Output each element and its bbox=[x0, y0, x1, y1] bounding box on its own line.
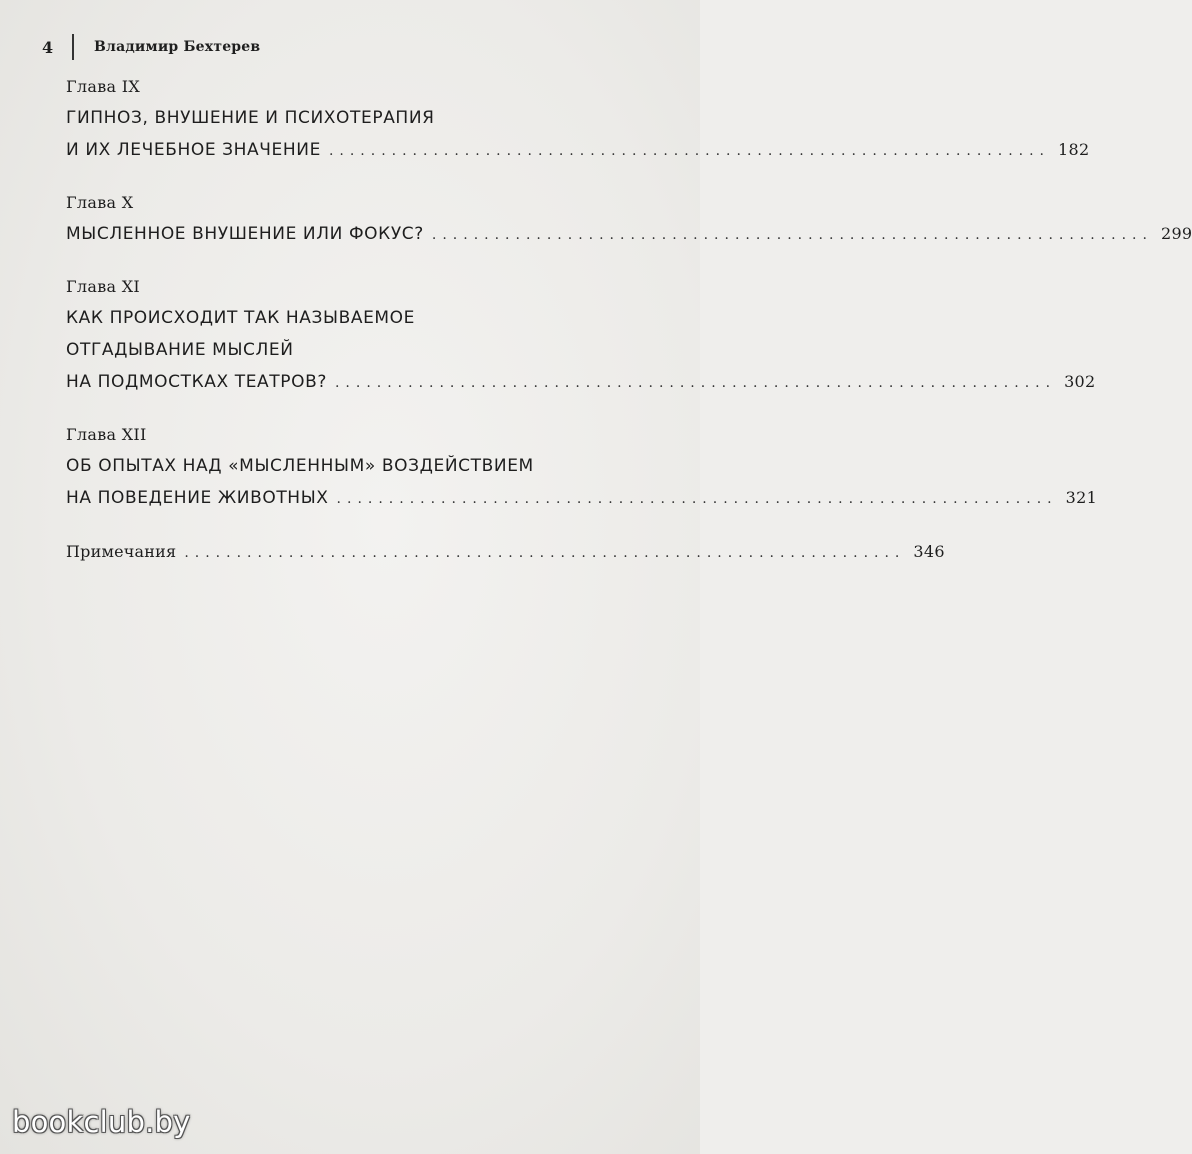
chapter-title-text: НА ПОДМОСТКАХ ТЕАТРОВ? bbox=[66, 372, 327, 392]
chapter-label: Глава IX bbox=[66, 77, 141, 96]
chapter-title-line: КАК ПРОИСХОДИТ ТАК НАЗЫВАЕМОЕ bbox=[66, 308, 416, 328]
chapter-title-last-line bbox=[66, 366, 1096, 398]
leader-dots: ..................................................................... bbox=[328, 143, 1051, 159]
leader-dots: ..................................................................... bbox=[431, 227, 1153, 243]
chapter-page-number: 302 bbox=[1064, 372, 1096, 391]
chapter-label: Глава XI bbox=[66, 277, 141, 296]
toc-entry-chapter-11 bbox=[66, 272, 1096, 398]
notes-label: Примечания bbox=[66, 542, 177, 561]
chapter-title-last-line bbox=[66, 482, 1098, 514]
chapter-label: Глава XII bbox=[66, 425, 147, 444]
chapter-title-line: ГИПНОЗ, ВНУШЕНИЕ И ПСИХОТЕРАПИЯ bbox=[66, 108, 435, 128]
chapter-title-line: ОБ ОПЫТАХ НАД «МЫСЛЕННЫМ» ВОЗДЕЙСТВИЕМ bbox=[66, 456, 534, 476]
chapter-title-last-line bbox=[66, 134, 1090, 166]
toc-entry-notes bbox=[66, 536, 945, 568]
chapter-title-line: ОТГАДЫВАНИЕ МЫСЛЕЙ bbox=[66, 340, 294, 360]
notes-line bbox=[66, 536, 945, 568]
chapter-title-last-line bbox=[66, 218, 1192, 250]
table-of-contents bbox=[66, 72, 1192, 590]
leader-dots: ..................................................................... bbox=[336, 491, 1058, 507]
chapter-label: Глава X bbox=[66, 193, 134, 212]
toc-entry-chapter-12 bbox=[66, 420, 1098, 514]
chapter-page-number: 299 bbox=[1160, 224, 1192, 243]
chapter-page-number: 321 bbox=[1065, 488, 1098, 507]
toc-entry-chapter-10 bbox=[66, 188, 1192, 250]
chapter-title-text: И ИХ ЛЕЧЕБНОЕ ЗНАЧЕНИЕ bbox=[66, 140, 321, 160]
site-watermark: bookclub.by bbox=[12, 1105, 191, 1139]
author-name: Владимир Бехтерев bbox=[94, 39, 261, 55]
leader-dots: ..................................................................... bbox=[334, 375, 1057, 391]
page-number: 4 bbox=[42, 37, 54, 57]
header-divider bbox=[72, 34, 74, 60]
running-header bbox=[42, 34, 260, 60]
chapter-title-text: НА ПОВЕДЕНИЕ ЖИВОТНЫХ bbox=[66, 488, 329, 508]
notes-page-number: 346 bbox=[913, 542, 945, 561]
toc-entry-chapter-9 bbox=[66, 72, 1090, 166]
leader-dots: ..................................................................... bbox=[184, 545, 906, 561]
chapter-page-number: 182 bbox=[1058, 140, 1090, 159]
chapter-title-text: МЫСЛЕННОЕ ВНУШЕНИЕ ИЛИ ФОКУС? bbox=[66, 224, 424, 244]
